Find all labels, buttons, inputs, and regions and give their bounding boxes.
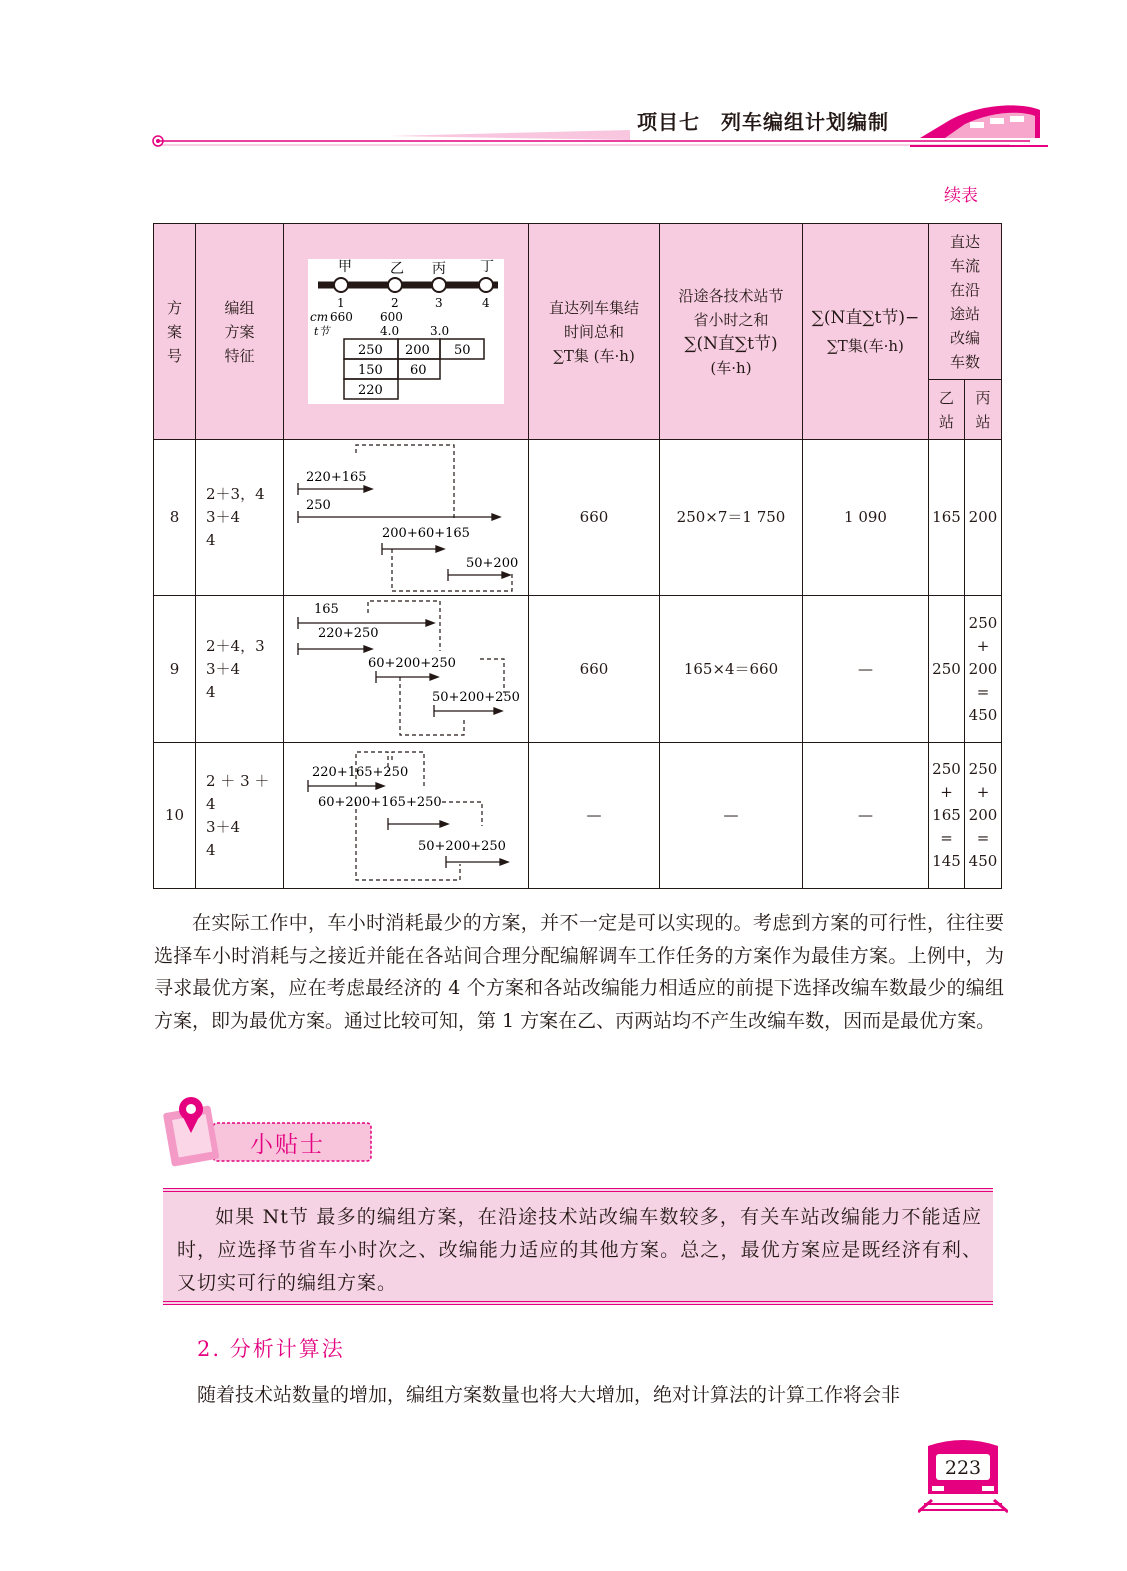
svg-text:2: 2 (391, 296, 399, 310)
saved-sum-value: — (660, 743, 803, 889)
svg-text:50+200+250: 50+200+250 (432, 689, 520, 705)
svg-text:220+165: 220+165 (306, 469, 367, 485)
svg-text:50+200+250: 50+200+250 (418, 838, 506, 854)
body-paragraph: 在实际工作中，车小时消耗最少的方案，并不一定是可以实现的。考虑到方案的可行性，往往要选择车小时消耗与之接近并能在各站间合理分配编解调车工作任务的方案作为最佳方案。上例中，为寻求最优方案，应在考虑最经济的 4 个方案和各站改编能力相适应的前提下选择改编车数最少的编组方案，即为最优方案。通过比较可知，第 1 方案在乙、丙两站均不产生改编车数，因而是最优方案。 (154, 912, 1004, 1032)
station-c-value: 250 + 200 = 450 (965, 743, 1002, 889)
svg-text:150: 150 (358, 363, 383, 378)
header-direct-sum: 直达列车集结时间总和 ∑T集 (车·h) (529, 224, 660, 440)
table-row (154, 440, 1002, 596)
svg-text:50+200: 50+200 (466, 555, 519, 571)
header-decoration (150, 100, 1050, 160)
direct-sum-value: 660 (529, 440, 660, 596)
flow-diagram-svg (284, 744, 528, 888)
station-c-value: 200 (965, 440, 1002, 596)
svg-text:乙: 乙 (390, 261, 404, 277)
station-c-value: 250 + 200 = 450 (965, 596, 1002, 743)
svg-text:220+250: 220+250 (318, 625, 379, 641)
header-station-c: 丙站 (965, 380, 1002, 440)
header-diagram (284, 224, 529, 440)
direct-sum-value: 660 (529, 596, 660, 743)
svg-text:200+60+165: 200+60+165 (382, 525, 470, 541)
header-station-b: 乙站 (929, 380, 965, 440)
difference-value: 1 090 (803, 440, 929, 596)
saved-sum-value: 250×7＝1 750 (660, 440, 803, 596)
svg-text:甲: 甲 (338, 259, 352, 275)
flow-diagram (284, 440, 529, 596)
plan-number: 9 (154, 596, 196, 743)
station-b-value: 250 + 165 = 145 (929, 743, 965, 889)
plan-number: 10 (154, 743, 196, 889)
tip-text: 如果 Nt节 最多的编组方案，在沿途技术站改编车数较多，有关车站改编能力不能适应时，应选择节省车小时次之、改编能力适应的其他方案。总之，最优方案应是既经济有利、又切实可行的编组方案。 (177, 1206, 982, 1294)
header-saved-sum: 沿途各技术站节省小时之和 ∑(N直∑t节) (车·h) (660, 224, 803, 440)
header-feature: 编组方案特征 (196, 224, 284, 440)
svg-text:250: 250 (306, 497, 331, 513)
svg-text:cm: cm (310, 310, 329, 324)
section-text: 随着技术站数量的增加，编组方案数量也将大大增加，绝对计算法的计算工作将会非 (197, 1384, 901, 1406)
svg-text:50: 50 (454, 343, 471, 358)
svg-text:丁: 丁 (480, 259, 494, 275)
flow-diagram (284, 596, 529, 743)
train-icon (910, 105, 1048, 146)
page-number: 223 (944, 1457, 982, 1479)
table-row (154, 743, 1002, 889)
plan-number: 8 (154, 440, 196, 596)
station-node (388, 278, 402, 292)
svg-text:60: 60 (410, 363, 427, 378)
header-reclass: 直达车流在沿途站改编车数 (929, 224, 1002, 380)
section-heading: 2. 分析计算法 (197, 1337, 345, 1361)
svg-text:220: 220 (358, 383, 383, 398)
svg-text:60+200+250: 60+200+250 (368, 655, 456, 671)
svg-text:660: 660 (330, 310, 353, 324)
svg-text:1: 1 (337, 296, 345, 310)
svg-text:60+200+165+250: 60+200+165+250 (318, 794, 442, 810)
header-plan-no: 方案号 (154, 224, 196, 440)
station-b-value: 250 (929, 596, 965, 743)
plan-feature: 2＋4，3 3＋4 4 (196, 596, 284, 743)
plan-feature: 2＋3，4 3＋4 4 (196, 440, 284, 596)
tip-label: 小贴士 (250, 1132, 325, 1158)
svg-text:3: 3 (435, 296, 443, 310)
svg-text:4.0: 4.0 (380, 324, 400, 338)
difference-value: — (803, 743, 929, 889)
chapter-title: 项目七 列车编组计划编制 (637, 110, 889, 134)
flow-diagram-svg (284, 597, 528, 742)
svg-text:4: 4 (482, 296, 490, 310)
svg-text:t节: t节 (314, 325, 330, 338)
station-b-value: 165 (929, 440, 965, 596)
plan-feature: 2 ＋ 3 ＋ 4 3＋4 4 (196, 743, 284, 889)
svg-text:600: 600 (380, 310, 403, 324)
svg-text:165: 165 (314, 601, 339, 617)
difference-value: — (803, 596, 929, 743)
flow-diagram (284, 743, 529, 889)
station-node (479, 278, 493, 292)
station-node (334, 278, 348, 292)
station-diagram (308, 259, 504, 404)
continued-label: 续表 (944, 186, 978, 206)
map-pin-icon (163, 1097, 219, 1167)
svg-text:250: 250 (358, 343, 383, 358)
station-node (432, 278, 446, 292)
svg-text:3.0: 3.0 (430, 324, 450, 338)
header-difference: ∑(N直∑t节)− ∑T集(车·h) (803, 224, 929, 440)
plan-table (153, 223, 1002, 889)
svg-text:200: 200 (405, 343, 430, 358)
direct-sum-value: — (529, 743, 660, 889)
flow-diagram-svg (284, 441, 528, 595)
table-row (154, 596, 1002, 743)
svg-text:丙: 丙 (432, 261, 446, 277)
svg-text:220+165+250: 220+165+250 (312, 764, 409, 780)
saved-sum-value: 165×4＝660 (660, 596, 803, 743)
